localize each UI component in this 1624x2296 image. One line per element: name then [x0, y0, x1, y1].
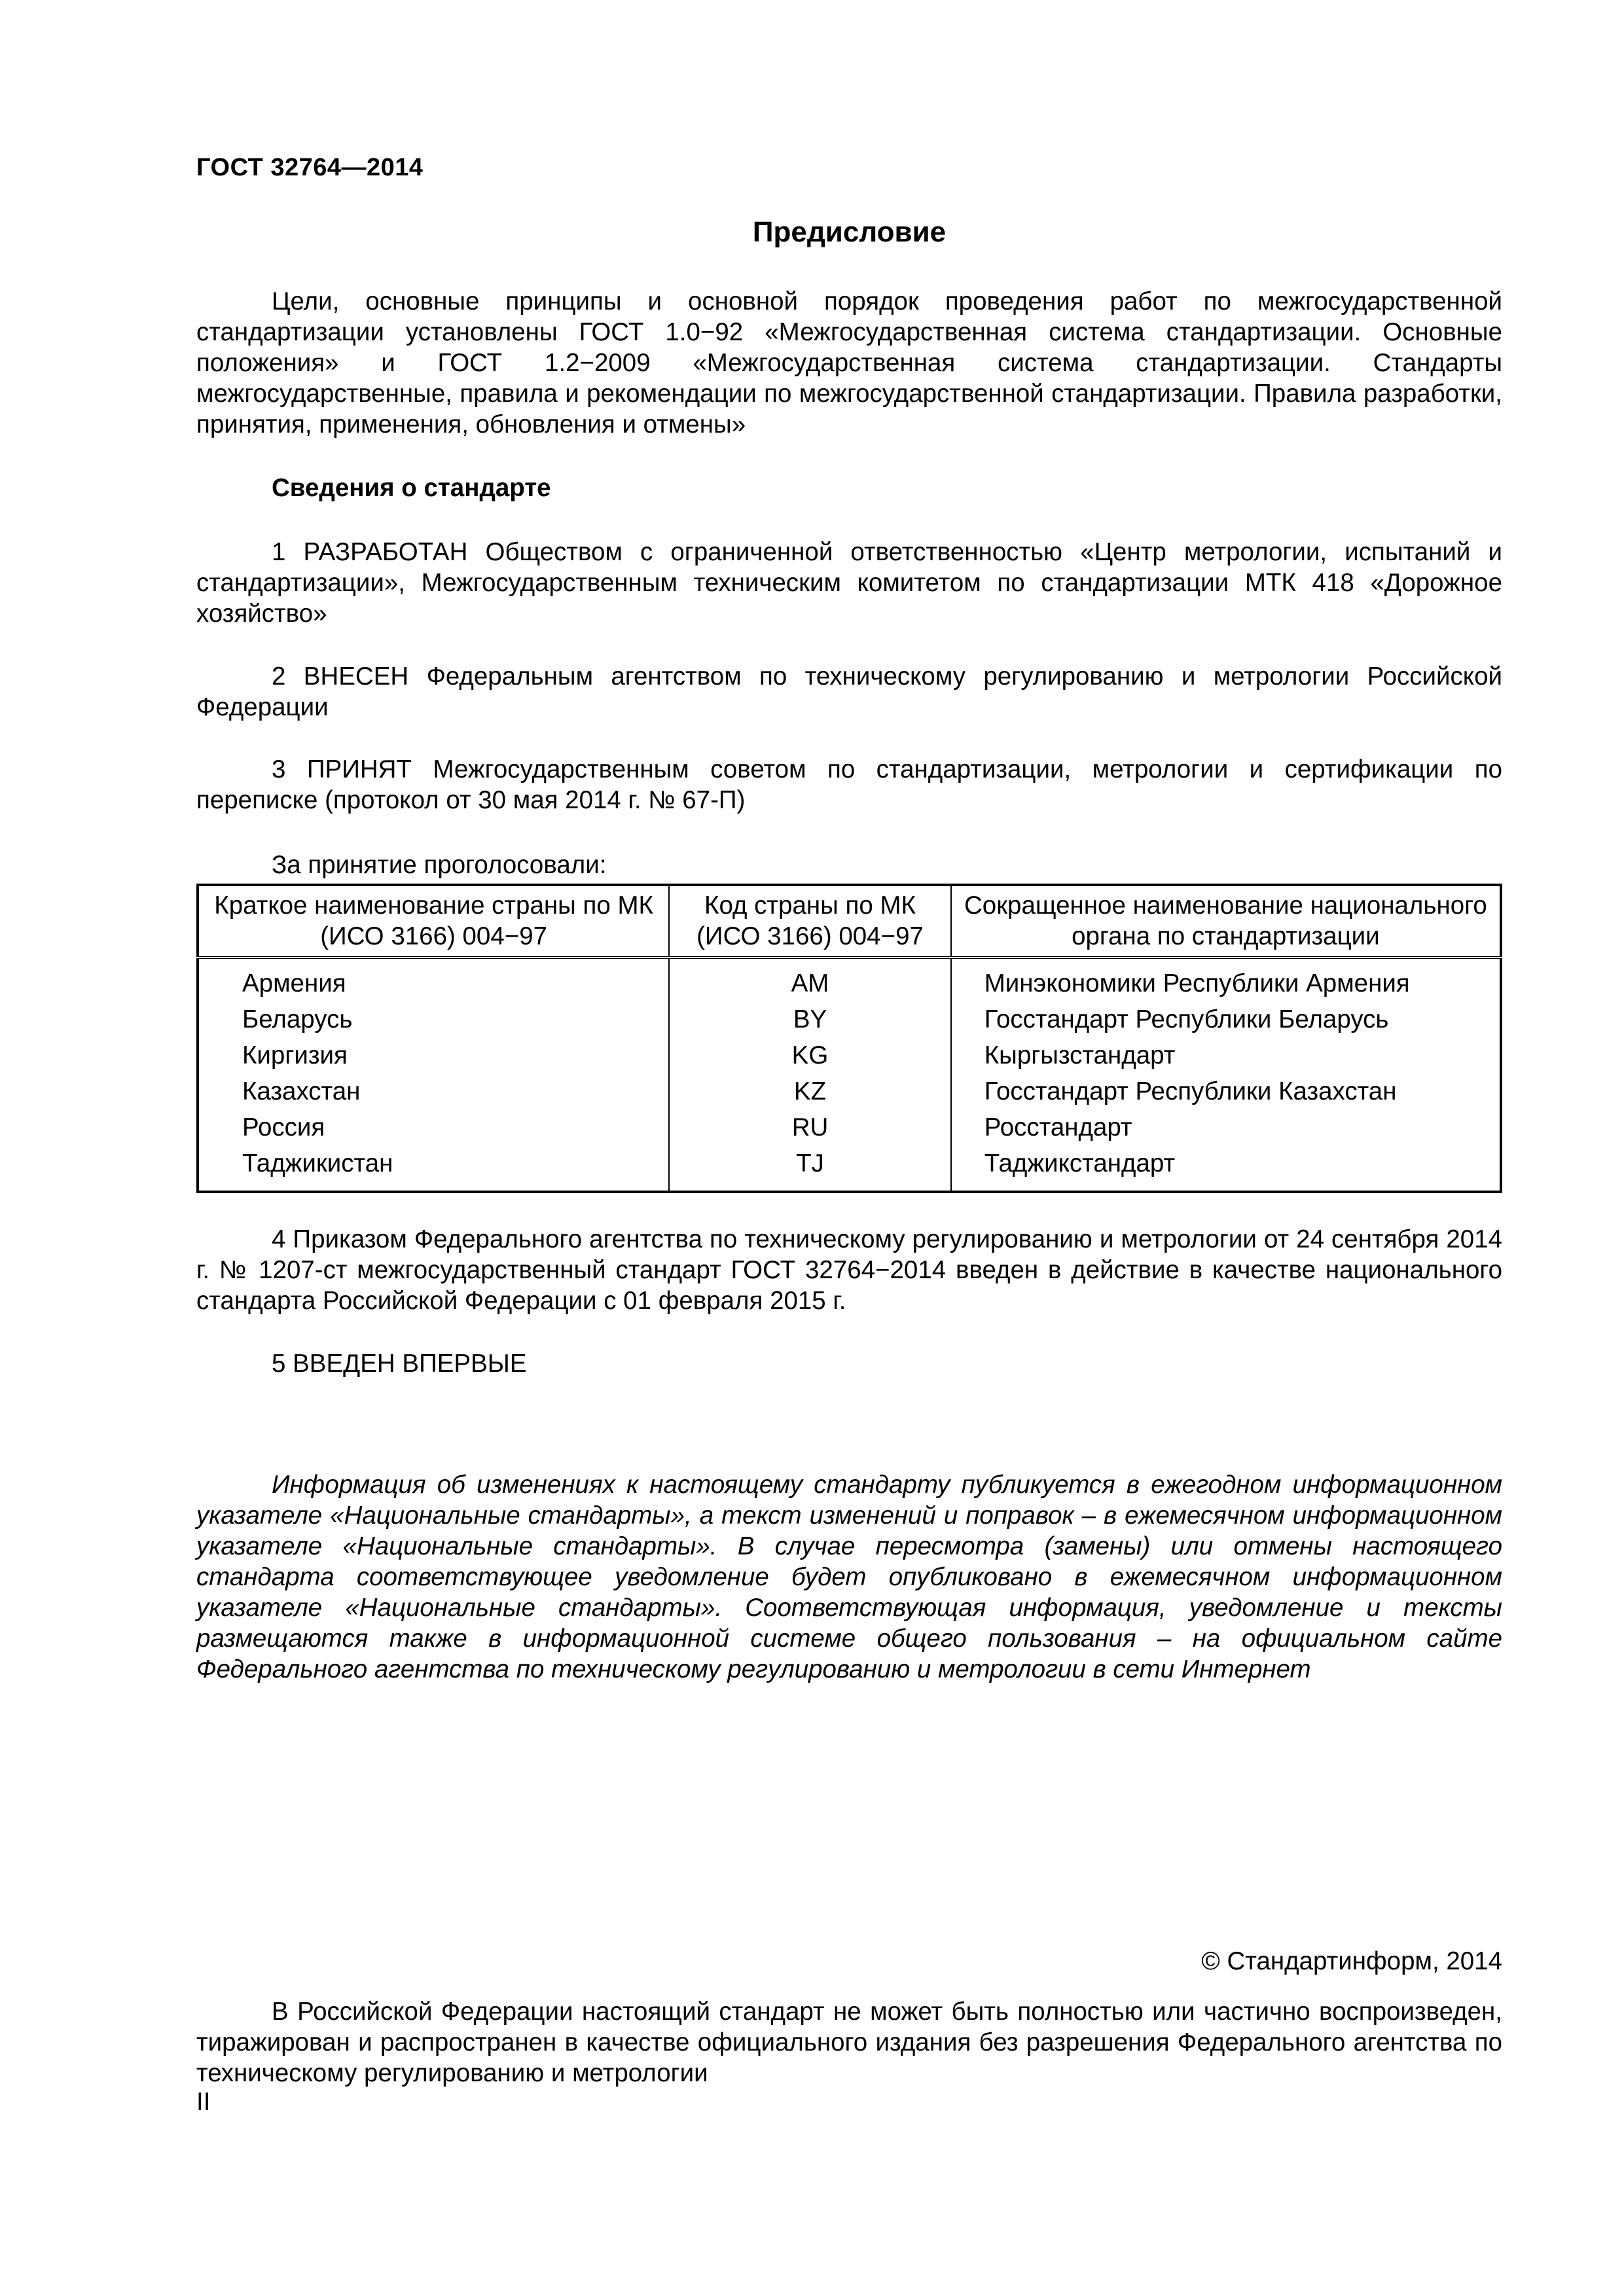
item-2-submitted: 2 ВНЕСЕН Федеральным агентством по техническому регулированию и метрологии Российской Федерации — [196, 662, 1502, 721]
agency-cell: Кыргызстандарт — [951, 1037, 1501, 1073]
table-header-row — [198, 885, 1501, 958]
vote-label: За принятие проголосовали: — [272, 851, 607, 879]
table-row — [198, 1001, 1501, 1037]
country-cell: Беларусь — [198, 1001, 669, 1037]
item-1-developed: 1 РАЗРАБОТАН Обществом с ограниченной ответственностью «Центр метрологии, испытаний и стандартизации», Межгосударственным техническим комитетом по стандартизации МТК 418 «Дорожное хозяйство» — [196, 538, 1502, 628]
table-row — [198, 1073, 1501, 1109]
code-cell: KZ — [669, 1073, 950, 1109]
country-cell: Казахстан — [198, 1073, 669, 1109]
copyright-line: © Стандартинформ, 2014 — [1201, 1947, 1502, 1975]
code-cell: RU — [669, 1109, 950, 1145]
code-cell: AM — [669, 958, 950, 1001]
reproduction-notice: В Российской Федерации настоящий стандарт не может быть полностью или частично воспроизведен, тиражирован и распространен в качестве официального издания без разрешения Федерального агентства по техническому регулированию и метрологии — [196, 1998, 1502, 2087]
table-row — [198, 958, 1501, 1001]
country-cell: Армения — [198, 958, 669, 1001]
code-cell: TJ — [669, 1145, 950, 1192]
voting-countries-table — [196, 884, 1502, 1193]
country-cell: Россия — [198, 1109, 669, 1145]
column-header-agency: Сокращенное наименование национального органа по стандартизации — [951, 885, 1501, 958]
item-4-order: 4 Приказом Федерального агентства по техническому регулированию и метрологии от 24 сентября 2014 г. № 1207-ст межгосударственный стандарт ГОСТ 32764−2014 введен в действие в качестве национального стандарта Российской Федерации с 01 февраля 2015 г. — [196, 1225, 1502, 1315]
section-heading: Сведения о стандарте — [272, 474, 551, 502]
column-header-code: Код страны по МК (ИСО 3166) 004−97 — [669, 885, 950, 958]
code-cell: KG — [669, 1037, 950, 1073]
agency-cell: Росстандарт — [951, 1109, 1501, 1145]
table-row — [198, 1109, 1501, 1145]
code-cell: BY — [669, 1001, 950, 1037]
page-title: Предисловие — [752, 216, 947, 248]
amendments-info-notice: Информация об изменениях к настоящему стандарту публикуется в ежегодном информационном указателе «Национальные стандарты», а текст изменений и поправок – в ежемесячном информационном указателе «Национальные стандарты». В случае пересмотра (замены) или отмены настоящего стандарта соответствующее уведомление будет опубликовано в ежемесячном информационном указателе «Национальные стандарты». Соответствующая информация, уведомление и тексты размещаются также в информационной системе общего пользования – на официальном сайте Федерального агентства по техническому регулированию и метрологии в сети Интернет — [196, 1471, 1502, 1683]
table-row — [198, 1037, 1501, 1073]
agency-cell: Госстандарт Республики Казахстан — [951, 1073, 1501, 1109]
column-header-country: Краткое наименование страны по МК (ИСО 3166) 004−97 — [198, 885, 669, 958]
agency-cell: Госстандарт Республики Беларусь — [951, 1001, 1501, 1037]
intro-paragraph: Цели, основные принципы и основной порядок проведения работ по межгосударственной стандартизации установлены ГОСТ 1.0−92 «Межгосударственная система стандартизации. Основные положения» и ГОСТ 1.2−2009 «Межгосударственная система стандартизации. Стандарты межгосударственные, правила и рекомендации по межгосударственной стандартизации. Правила разработки, принятия, применения, обновления и отмены» — [196, 287, 1502, 439]
agency-cell: Таджикстандарт — [951, 1145, 1501, 1192]
country-cell: Таджикистан — [198, 1145, 669, 1192]
item-5-first-introduced: 5 ВВЕДЕН ВПЕРВЫЕ — [272, 1350, 527, 1378]
item-3-adopted: 3 ПРИНЯТ Межгосударственным советом по стандартизации, метрологии и сертификации по переписке (протокол от 30 мая 2014 г. № 67-П) — [196, 755, 1502, 814]
table-row — [198, 1145, 1501, 1192]
document-header-id: ГОСТ 32764—2014 — [196, 154, 424, 181]
document-page — [196, 0, 1502, 2296]
agency-cell: Минэкономики Республики Армения — [951, 958, 1501, 1001]
country-cell: Киргизия — [198, 1037, 669, 1073]
page-number: II — [196, 2088, 211, 2116]
